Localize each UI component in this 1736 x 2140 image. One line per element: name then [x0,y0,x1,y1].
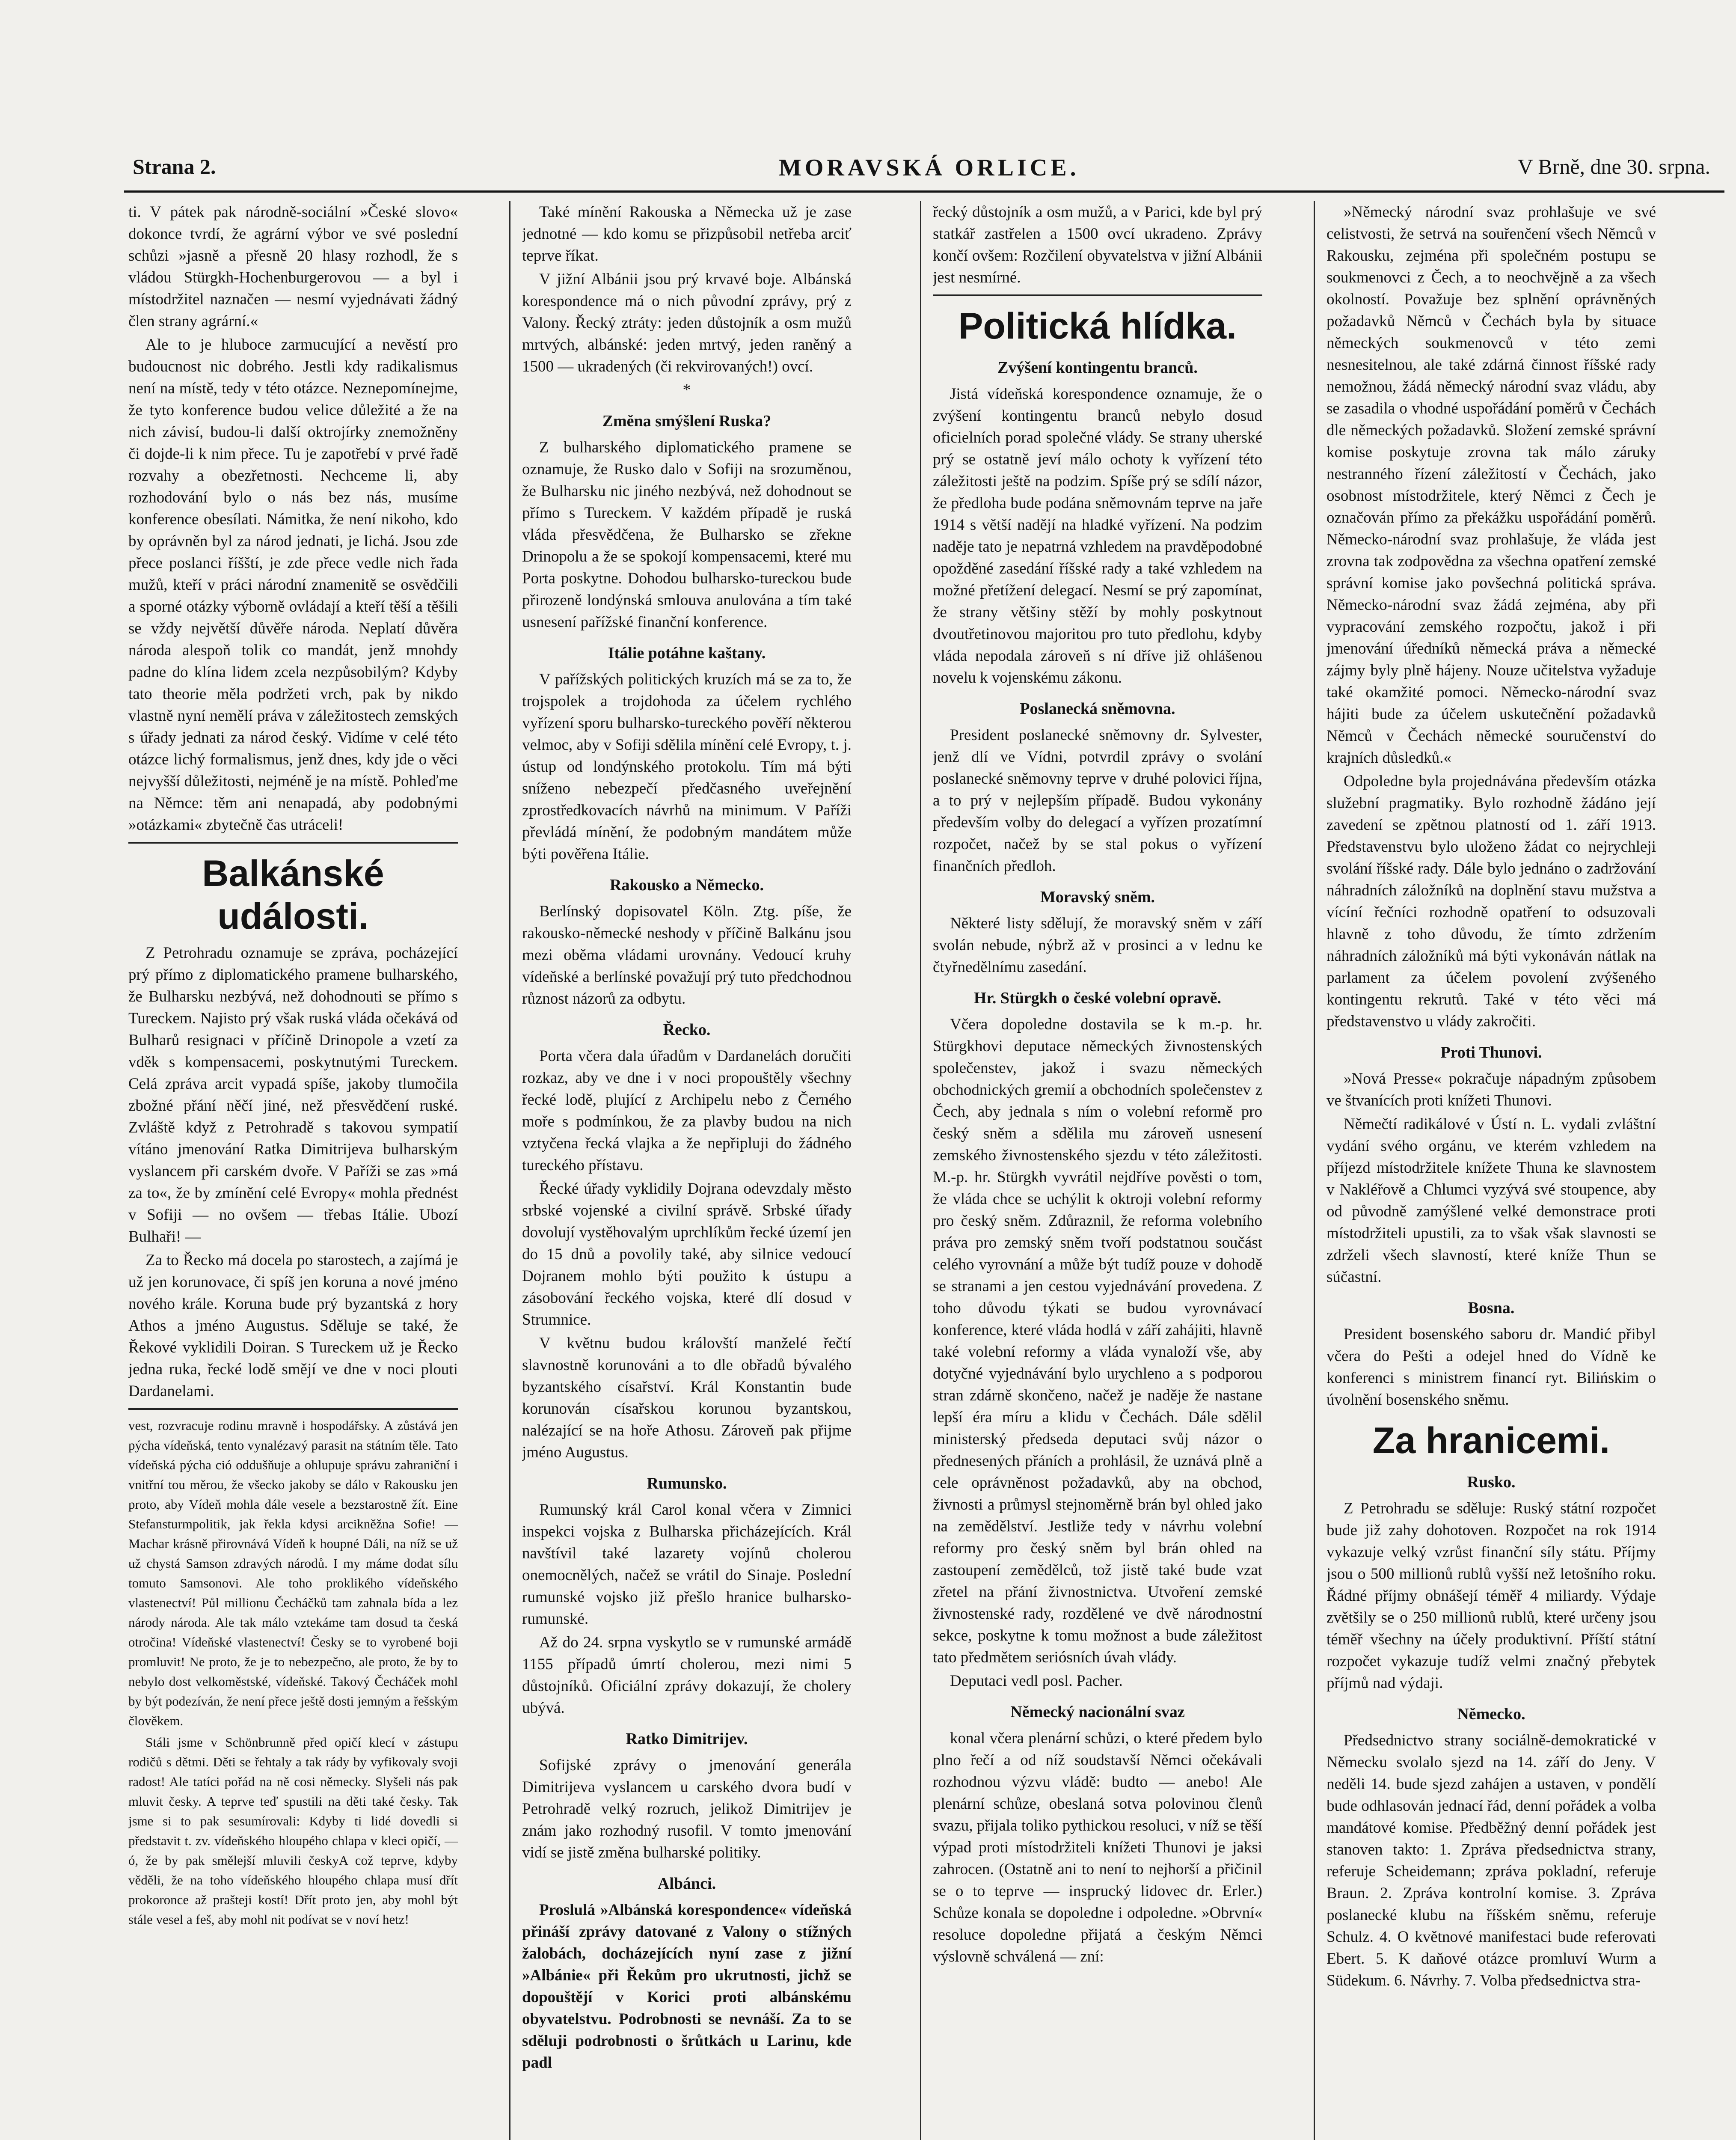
article-paragraph: V pařížských politických kruzích má se za to, že trojspolek a trojdohoda za účelem rychlého vyřízení sporu bulharsko-tureckého pověří některou velmoc, aby v Sofiji sdělila mínění celé Evropy, t. j. ústup od londýnského protokolu. Tím má býti sníženo nebezpečí předčasného uveřejnění zprostředkovacích návrhů na minimum. V Paříži převládá mínění, že podobným mandátem může býti pověřena Itálie. [522,671,852,863]
page-header [0,154,1736,184]
subheading: Rusko. [1467,1473,1516,1491]
article-paragraph: Z bulharského diplomatického pramene se oznamuje, že Rusko dalo v Sofiji na srozuměnou, že Bulharsku nic jiného nezbývá, než dohodnout se přímo s Tureckem. V každém případě je ruská vláda přesvědčena, že Bulharsko se zřekne Drinopolu a že se spokojí kompensacemi, které mu Porta poskytne. Dohodou bulharsko-tureckou bude přirozeně londýnská smlouva anulována a tím také usnesení pařížské finanční konference. [522,439,852,631]
dateline: V Brně, dne 30. srpna. [1517,155,1710,178]
article-paragraph: Ale to je hluboce zarmucující a nevěstí pro budoucnost nic dobrého. Jestli kdy radikalismus není na místě, tedy v této otázce. Neznepomínejme, že tyto konference budou velice důležité a že na nich závisí, budou-li další oktrojírky znemožněny či dojde-li k nim přece. Tu je zapotřebí v prvé řadě rozvahy a obezřetnosti. Nechceme li, aby rozhodování bylo o nás bez nás, musíme konference obesílati. Námitka, že není nikoho, kdo by oprávněn byl za národ jednati, je lichá. Jsou zde přece poslanci říšští, je zde přece vedle nich řada mužů, kteří v práci národní znamenitě se osvědčili a sporné otázky výborně ovládají a kteří těší a těšili se vždy největší důvěře národa. Neplatí důvěra národa alespoň tolik co mandát, jenž mnohdy padne do klína lidem zcela nezpůsobilým? Kdyby tato theorie měla podržeti vrch, pak by nikdo vlastně nyní nemělí práva v záležitostech zemských s úřady jednati za národ český. Vidíme v celé této otázce lichý formalismus, jenž dnes, kdy jde o věci nejvyšší důležitosti, nejméně je na místě. Pohleďme na Němce: těm ani nenapadá, aby podobnými »otázkami« zbytečně čas utráceli! [128,336,458,834]
subheading: Zvýšení kontingentu branců. [997,359,1198,377]
article-paragraph: President poslanecké sněmovny dr. Sylvester, jenž dlí ve Vídni, potvrdil zprávy o svolání poslanecké sněmovny teprve v druhé polovici října, a to prý v nejlepším případě. Budou vykonány především volby do delegací a vyřízen prozatímní rozpočet, načež by se stal pokus o vyřízení finančních předloh. [933,726,1262,875]
subheading: Proti Thunovi. [1440,1043,1542,1061]
subheading: Hr. Stürgkh o české volební opravě. [973,989,1222,1007]
article-paragraph: Odpoledne byla projednávána především otázka služební pragmatiky. Bylo rozhodně žádáno její zavedení se zpětnou platností od 1. září 1913. Představenstvu bylo uloženo žádat co nejrychleji svolání říšské rady. Dále bylo jednáno o zadržování náhradních záložníků na doplnění stavu mužstva a vícíní řečníci rozhodně opatření to odsuzovali hlavně z toho důvodu, že tímto zdržením náhradních záložníků má býti vykonáván nátlak na parlament za účelem povolení zvýšeného kontingentu rekrutů. Také v této věci má představenstvo u vlády zakročiti. [1326,773,1656,1030]
column-divider [920,201,921,2140]
article-paragraph: Porta včera dala úřadům v Dardanelách doručiti rozkaz, aby ve dne i v noci propouštěly všechny řecké lodě, plující z Archipelu nebo z Černého moře s podmínkou, že za plavby budou na nich vztyčena řecká vlajka a že nepřipluji do žádného tureckého přístavu. [522,1047,852,1174]
column-divider [509,201,510,2140]
feuilleton-text: Stáli jsme v Schönbrunně před opičí klecí v zástupu rodičů s dětmi. Děti se řehtaly a tak rády by vyfikovaly svoji radost! Ale tatíci pořád na ně cosi německy. Slyšeli nás pak mluvit česky. A teprve teď spustili na děti také česky. Tak jsme si to pak sesumírovali: Kdyby ti lidé dovedli si představit t. zv. vídeňského hloupého chlapa v kleci opičí, — ó, že by pak smělejší mluvili českyA což teprve, kdyby věděli, že na toho vídeňského hloupého chlapa musí dřít prokoronce až prašteji kostí! Dřít proto jen, aby mohl být stále vesel a feš, aby mohl nit podívat se v noví hetz! [128,1735,458,1927]
column-4 [1326,201,1656,2140]
article-paragraph: Z Petrohradu oznamuje se zpráva, pocházející prý přímo z diplomatického pramene bulharského, že Bulharsku nezbývá, než dohodnouti se přímo s Tureckem. Najisto prý však ruská vláda očekává od Bulharů resignaci v příčině Drinopole a vzetí za vděk s kompensacemi, poskytnutými Tureckem. Celá zpráva arcit vypadá spíše, jakoby tlumočila zbožné přání něčí jiné, než přesvědčení ruské. Zvláště když z Petrohradě s takovou sympatií vítáno jmenování Ratka Dimitrijeva bulharským vyslancem při carském dvoře. V Paříži se zas »má za to«, že by zmínění celé Evropy« mohla přednést v Sofiji — no ovšem — třebas Itálie. Ubozí Bulhaři! — [128,944,458,1245]
feuilleton-separator [128,1408,458,1410]
subheading: Změna smýšlení Ruska? [602,412,772,430]
column-1 [128,201,458,2140]
article-paragraph: Deputaci vedl posl. Pacher. [950,1672,1123,1690]
subheading: Německý nacionální svaz [1010,1703,1185,1721]
section-separator [128,842,458,844]
subheading: Bosna. [1468,1299,1515,1317]
article-paragraph: ti. V pátek pak národně-sociální »České slovo« dokonce tvrdí, že agrární výbor ve své poslední schůzi »jasně a přesně 20 hlasy rozhodl, že s vládou Stürgkh-Hochenburgerovou — a byl i místodržitel naznačen — nesmí vyjednávati žádný člen strany agrární.« [128,203,458,330]
article-paragraph: Některé listy sdělují, že moravský sněm v září svolán nebude, nýbrž až v prosinci a v lednu ke čtyřnedělnímu zasedání. [933,915,1262,976]
article-paragraph: Až do 24. srpna vyskytlo se v rumunské armádě 1155 případů úmrtí cholerou, mezi nimi 5 důstojníků. Oficiální zprávy dokazují, že cholery ubývá. [522,1634,852,1717]
header-rule [124,190,1724,193]
article-paragraph: Včera dopoledne dostavila se k m.-p. hr. Stürgkhovi deputace německých živnostenských společenstev, jakož i svazu německých obchodnických gremií a obchodních společenstev z Čech, aby jednala s ním o volební reformě pro český sněm a sdělila mu zároveň usnesení zemského živnostenského sjezdu v této záležitosti. M.-p. hr. Stürgkh vyvrátil nejdříve pověsti o tom, že vláda chce se uchýlit k oktroji volební reformy pro český sněm. Zdůraznil, že reforma volebního práva pro zemský sněm tvoří podstatnou součást celého vyrovnání a může být tudíž pouze v dohodě se stranami a jen cestou vyjednávání provedena. Z toho důvodu týkati se budou vyrovnávací konference, které vláda hodlá v září zahájiti, hlavně také volební reformy a vláda vynaloží vše, aby dotyčné vyjednávání bylo urychleno a s podporou stran zdárně skončeno, načež je naděje že nastane lepší éra míru a klidu v Čechách. Dále sdělil ministerský předseda deputaci svůj názor o přednesených přáních a prohlásil, že uznává plně a cele oprávněnost požadavků, aby na obchod, živnosti a průmysl stejnoměrně brán byl ohled jako na zemědělství. Jestliže tedy v návrhu volební reformy pro český sněm byl brán ohled na zastoupení zemědělců, tož jistě také bude vzat zřetel na přání živnostnictva. Utvoření zemské živnostenské rady, rozdělené ve dvě národnostní sekce, poskytne k tomu možnost a bude záležitost tato předmětem seriósních úvah vlády. [933,1016,1262,1666]
section-heading-politics: Politická hlídka. [959,306,1237,347]
article-paragraph: konal včera plenární schůzi, o které předem bylo plno řečí a od níž soudstavší Němci očekávali rozhodnou výzvu vládě: budto — anebo! Ale plenární schůze, obeslaná sotva polovinou členů svazu, přijala toliko pythickou resoluci, v níž se těší výpad proti místodržiteli knížeti Thunovi je jaksi zahrocen. (Ostatně ani to není to nejhorší a přičinil se o to teprve — insprucký lidovec dr. Erler.) Schůze konala se dopoledne i odpoledne. »Obrvní« resoluce dopoledne přijatá a českým Němci výslovně schválená — zní: [933,1730,1262,1965]
subheading: Poslanecká sněmovna. [1020,700,1175,718]
subheading: Moravský sněm. [1040,888,1155,906]
article-paragraph: V jižní Albánii jsou prý krvavé boje. Albánská korespondence má o nich původní zprávy, prý z Valony. Řecký ztráty: jeden důstojník a osm mužů mrtvých, albánské: jeden mrtvý, jeden raněný a 1500 — ukradených (či rekvirovaných!) ovcí. [522,270,852,375]
column-3 [933,201,1262,2140]
page-number: Strana 2. [133,155,216,178]
article-paragraph: V květnu budou královští manželé řečtí slavnostně korunováni a to dle obřadů bývalého byzantského císařství. Král Konstantin bude korunován císařskou korunou byzantskou, nalézající se na hoře Athosu. Zároveň pak přijme jméno Augustus. [522,1335,852,1461]
article-paragraph: Také mínění Rakouska a Německa už je zase jednotné — kdo komu se přizpůsobil netřeba arciť teprve říkat. [522,203,852,265]
article-paragraph: Berlínský dopisovatel Köln. Ztg. píše, že rakousko-německé neshody v příčině Balkánu jsou mezi oběma vládami urovnány. Vedoucí kruhy vídeňské a berlínské považují prý tuto předchodnou různost názorů za odbytu. [522,903,852,1008]
column-divider [1314,201,1315,2140]
section-heading-balkan: Balkánské události. [202,853,384,937]
article-paragraph: »Nová Presse« pokračuje nápadným způsobem ve štvanících proti knížeti Thunovi. [1326,1070,1656,1109]
article-paragraph: Jistá vídeňská korespondence oznamuje, že o zvýšení kontingentu branců nebylo dosud oficielních porad společné vlády. Se strany uherské prý se ostatně jeví málo ochoty k vyřízení této záležitosti ještě na podzim. Spíše prý se sdílí názor, že předloha bude podána sněmovnám teprve na jaře 1914 s větší nadějí na hladké vyřízení. Na podzim naděje tato je nepatrná vzhledem na pravděpodobné opožděné zasedání říšské rady a také vzhledem na možné přetížení delegací. Nesmí se prý zapomínat, že strany většiny stěží by mohly poskytnout dvoutřetinovou majoritou pro tuto předlohu, kdyby vláda nepodala zároveň s ní dříve již ohlášenou novelu k vojenskému zákonu. [933,385,1262,687]
article-paragraph: Řecké úřady vyklidily Dojrana odevzdaly město srbské vojenské a civilní správě. Srbské úřady dovolují vystěhovalým uprchlíkům řecké území jen do 15 dnů a povolily také, aby silnice vedoucí Dojranem mohlo býti použito k ústupu a zásobování řeckého vojska, které dlí dosud v Strumnice. [522,1180,852,1329]
column-2 [522,201,852,2140]
article-paragraph: Němečtí radikálové v Ústí n. L. vydali zvláštní vydání svého orgánu, ve kterém vzhledem na příjezd místodržitele knížete Thuna ke slavnostem v Nakléřově a Chlumci vyzývá své stoupence, aby od původně zamýšlené velké demonstrace proti místodržiteli upustili, za to však však slavnosti se zdrželi všech slavností, které kníže Thun se súčastní. [1326,1115,1656,1286]
article-paragraph: Rumunský král Carol konal včera v Zimnici inspekci vojska z Bulharska přicházejících. Král navštívil také lazarety vojínů cholerou onemocnělých, načež se vrátil do Sinaje. Poslední rumunské vojsko již přešlo hranice bulharsko-rumunské. [522,1501,852,1628]
article-paragraph: Sofijské zprávy o jmenování generála Dimitrijeva vyslancem u carského dvora budí v Petrohradě velký rozruch, jelikož Dimitrijev je znám jako rozhodný rusofil. V tomto jmenování vidí se jistě změna bulharské politiky. [522,1757,852,1861]
article-paragraph: »Německý národní svaz prohlašuje ve své celistvosti, že setrvá na souřenčení všech Němců v Rakousku, zejména při společném postupu se soukmenovci z Čech, a to neochvějně a za všech okolností. Považuje bez splnění oprávněných požadavků Němců v Čechách byla by situace německých soukmenovců v této zemi nesnesitelnou, ale také zdárná činnost říšské rady nemožnou, žádá německý národní svaz vládu, aby se zasadila o vhodné uspořádání poměrů v Čechách dle německých požadavků. Složení zemské správní komise poskytuje zrovna tak málo záruky nestranného řízení záležitostí v Čechách, jako osobnost místodržitele, který Němci z Čech je označován přímo za překážku uspořádání poměrů. Německo-národní svaz prohlašuje, že vláda jest zrovna tak zodpovědna za všechna opatření zemské správní komise jako povšechná politická správa. Německo-národní svaz žádá zejména, aby při vypracování zemského rozpočtu, jakož i při jmenování úředníků německá práva a německé zájmy byly plně hájeny. Nouze učitelstva vyžaduje také okamžité pomoci. Německo-národní svaz hájiti bude za účelem uskutečnění požadavků Němců v Čechách německé souručenství do krajních důsledků.« [1326,203,1656,767]
subheading: Německo. [1457,1705,1525,1723]
subheading: Itálie potáhne kaštany. [608,644,766,662]
article-paragraph: Z Petrohradu se sděluje: Ruský státní rozpočet bude již zahy dohotoven. Rozpočet na rok 1914 vykazuje velký vzrůst finanční síly státu. Příjmy jsou o 500 millionů rublů vyšší než letošního roku. Řádné příjmy obnášejí téměř 4 miliardy. Výdaje zvětšily se o 250 millionů rublů, které určeny jsou téměř všechny na účely produktivní. Příští státní rozpočet vykazuje tudíž velmi značný přebytek příjmů nad výdaji. [1326,1500,1656,1692]
star-separator: * [683,381,691,399]
feuilleton-text: vest, rozvracuje rodinu mravně i hospodářsky. A zůstává jen pýcha vídeňská, tento vynalézavý parasit na státním těle. Tato vídeňská pýcha ció oddušňuje a ohlupuje správu zahraniční i vnitřní tou měrou, že všecko jakoby se dálo v Rakousku jen proto, aby Vídeň mohla dále vesele a bezstarostně žít. Eine Stefansturmpolitik, jak řekla kdysi arcikněžna Sofie! — Machar krásně přirovnává Vídeň k houpné Dáli, na níž se už už chystá Samson zdravých národů. I my máme dodat sílu tomuto Samsonovi. Ale toho proklikého vídeňského vlastenectví! Půl millionu Čecháčků tam zahnala bída a lez národy národa. Ale tak málo vztekáme tam dosud ta česká otročina! Vídeňské vlastenectví! Česky se to vyrobené boji promluvit! Ne proto, že je to nebezpečno, ale proto, že by to nebylo dost velkoměstské, vídeňské. Takový Čecháček mohl by být podezíván, že není přece ještě dosti jemným a řešským člověkem. [128,1418,458,1728]
section-separator [933,294,1262,296]
subheading: Rumunsko. [647,1474,727,1492]
article-paragraph: Proslulá »Albánská korespondence« vídeňská přináší zprávy datované z Valony o stížných žalobách, docházejících nyní zase z jižní »Albánie« při Řekům pro ukrutnosti, jichž se dopouštějí v Korici proti albánskému obyvatelstvu. Podrobnosti se nevnáší. Za to se sděluji podrobnosti o šrůtkách u Larinu, kde padl [522,1901,852,2072]
subheading: Ratko Dimitrijev. [626,1730,748,1748]
subheading: Rakousko a Německo. [610,876,764,894]
article-paragraph: Za to Řecko má docela po starostech, a zajímá je už jen korunovace, či spíš jen koruna a nové jméno nového krále. Koruna bude prý byzantská z hory Athos a jméno Augustus. Sděluje se také, že Řekové vyklidili Doiran. S Tureckem už je Řecko jedna ruka, řecké lodě smějí ve dne v noci plouti Dardanelami. [128,1251,458,1400]
article-paragraph: řecký důstojník a osm mužů, a v Parici, kde byl prý statkář zastřelen a 1500 ovcí ukradeno. Zprávy končí ovšem: Rozčilení obyvatelstva v jižní Albánii jest nesmírné. [933,203,1262,286]
subheading: Albánci. [657,1875,716,1893]
article-paragraph: Předsednictvo strany sociálně-demokratické v Německu svolalo sjezd na 14. září do Jeny. V neděli 14. bude sjezd zahájen a ustaven, v pondělí bude odhlasován jednací řád, denní pořádek a volba mandátové komise. Předběžný denní pořádek jest stanoven takto: 1. Zpráva předsednictva strany, referuje Scheidemann; zpráva pokladní, referuje Braun. 2. Zpráva kontrolní komise. 3. Zpráva poslanecké klubu na říšském sněmu, referuje Schulz. 4. O květnové manifestaci bude referovati Ebert. 5. K daňové otázce promluví Wurm a Südekum. 6. Návrhy. 7. Volba předsednictva stra- [1326,1732,1656,1989]
masthead: MORAVSKÁ ORLICE. [779,155,1080,181]
section-heading-abroad: Za hranicemi. [1372,1420,1610,1461]
article-paragraph: President bosenského saboru dr. Mandić přibyl včera do Pešti a odejel hned do Vídně ke konferenci s ministrem financí ryt. Bilińskim o úvolnění bosenského sněmu. [1326,1326,1656,1409]
subheading: Řecko. [663,1021,711,1039]
